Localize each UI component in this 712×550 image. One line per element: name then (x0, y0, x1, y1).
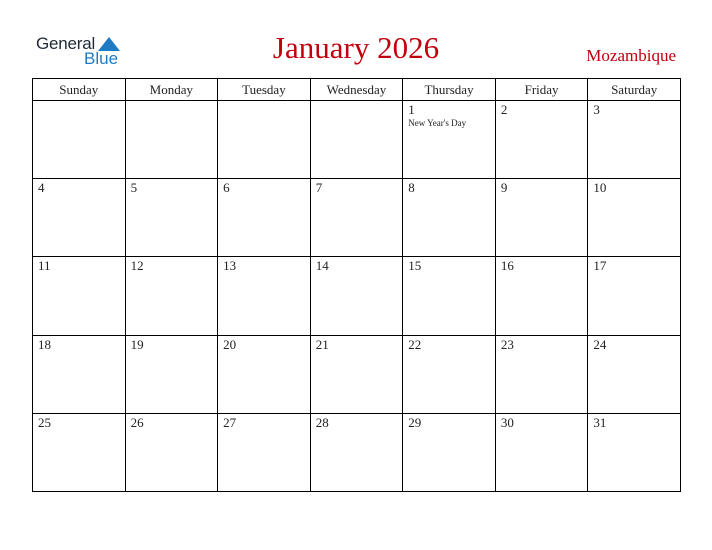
day-number: 3 (593, 102, 600, 117)
day-number: 12 (130, 258, 144, 274)
day-cell (218, 257, 311, 335)
weekday-sunday: Sunday (33, 79, 126, 101)
calendar-grid (32, 78, 681, 492)
weekday-header-row (33, 79, 681, 101)
calendar-title: January 2026 (272, 30, 440, 65)
day-number: 21 (315, 336, 329, 352)
day-cell (310, 179, 403, 257)
day-cell (125, 335, 218, 413)
day-cell (218, 413, 311, 491)
day-cell (218, 101, 311, 179)
day-cell (403, 257, 496, 335)
day-number: 5 (130, 180, 138, 196)
day-cell (310, 335, 403, 413)
weekday-tuesday: Tuesday (218, 79, 311, 101)
day-number: 17 (593, 258, 607, 274)
day-number: 9 (500, 180, 508, 196)
week-row (33, 101, 681, 179)
day-cell (33, 413, 126, 491)
day-cell (33, 101, 126, 179)
day-cell (588, 179, 681, 257)
day-cell (588, 257, 681, 335)
day-cell (495, 101, 588, 179)
day-number: 22 (408, 336, 422, 352)
day-number: 19 (130, 336, 144, 352)
week-row (33, 257, 681, 335)
day-number: 13 (223, 258, 237, 274)
day-number: 20 (223, 336, 237, 352)
week-row (33, 413, 681, 491)
day-cell (403, 101, 496, 179)
day-number: 23 (500, 336, 514, 352)
weekday-thursday: Thursday (403, 79, 496, 101)
day-cell (588, 335, 681, 413)
day-cell (125, 413, 218, 491)
day-cell (495, 335, 588, 413)
day-number: 28 (315, 414, 329, 430)
day-cell (218, 179, 311, 257)
day-number: 2 (500, 102, 508, 117)
day-cell (310, 257, 403, 335)
day-cell (495, 413, 588, 491)
day-cell (218, 335, 311, 413)
day-cell (495, 179, 588, 257)
day-number: 24 (593, 336, 607, 352)
day-number: 16 (500, 258, 514, 274)
weekday-monday: Monday (125, 79, 218, 101)
day-number: 10 (593, 180, 607, 196)
week-row (33, 179, 681, 257)
day-number: 7 (315, 180, 323, 196)
day-number: 30 (500, 414, 514, 430)
weekday-wednesday: Wednesday (310, 79, 403, 101)
day-number: 6 (223, 180, 230, 196)
logo-text-blue: Blue (84, 49, 119, 68)
day-cell (588, 101, 681, 179)
day-cell (495, 257, 588, 335)
day-number: 18 (38, 336, 51, 352)
day-number: 29 (408, 414, 422, 430)
day-number: 11 (38, 258, 51, 274)
day-cell (33, 179, 126, 257)
logo-text-general: General (36, 34, 96, 53)
day-number: 1 (408, 102, 415, 117)
country-name: Mozambique (586, 46, 676, 65)
day-number: 8 (408, 180, 415, 196)
day-number: 25 (38, 414, 51, 430)
day-cell (33, 335, 126, 413)
day-number: 26 (130, 414, 144, 430)
day-number: 27 (223, 414, 237, 430)
day-cell (310, 101, 403, 179)
day-number: 4 (38, 180, 45, 196)
day-cell (588, 413, 681, 491)
day-cell (125, 179, 218, 257)
day-cell (125, 257, 218, 335)
day-number: 31 (593, 414, 607, 430)
day-cell (403, 413, 496, 491)
day-cell (403, 335, 496, 413)
day-cell (33, 257, 126, 335)
weekday-friday: Friday (495, 79, 588, 101)
day-number: 15 (408, 258, 422, 274)
week-row (33, 335, 681, 413)
weekday-saturday: Saturday (588, 79, 681, 101)
day-cell (310, 413, 403, 491)
day-number: 14 (315, 258, 329, 274)
day-cell (125, 101, 218, 179)
holiday-label: New Year's Day (408, 118, 467, 128)
day-cell (403, 179, 496, 257)
